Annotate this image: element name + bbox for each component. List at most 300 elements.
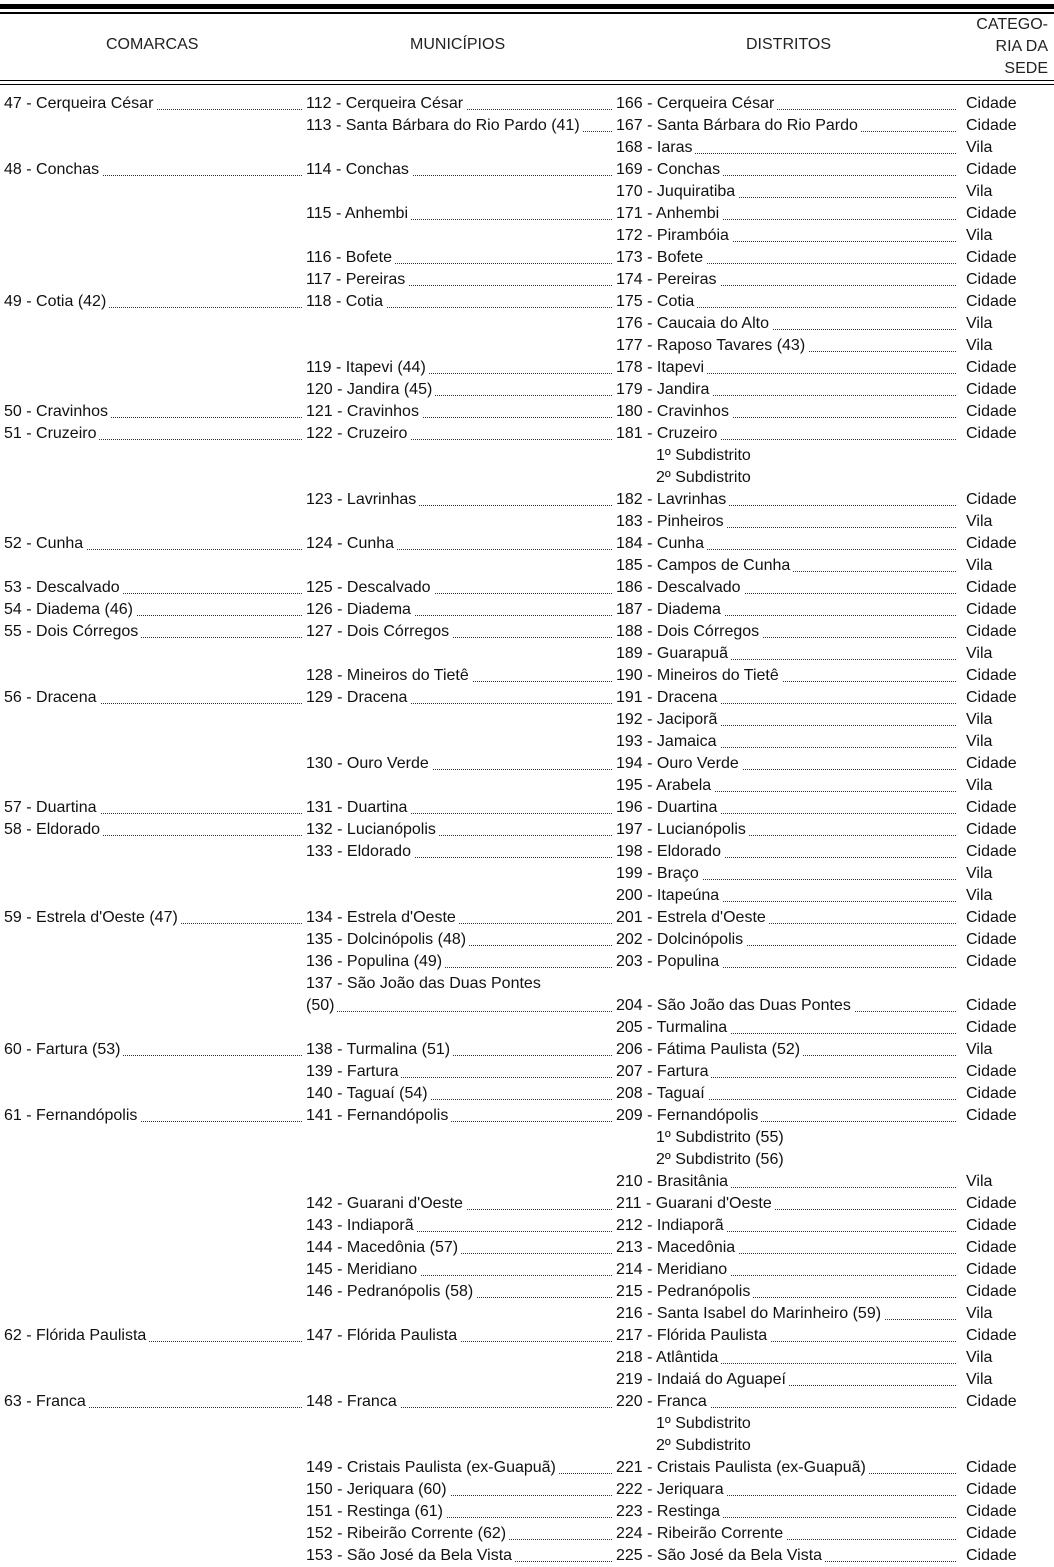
categoria-cell <box>966 797 1046 819</box>
categoria-cell-text: Cidade <box>966 359 1020 376</box>
distrito-cell <box>616 1127 956 1149</box>
categoria-cell <box>966 731 1046 753</box>
municipio-cell <box>306 489 612 511</box>
municipio-cell <box>306 379 612 401</box>
comarca-cell <box>4 1369 302 1391</box>
distrito-cell-text: 199 - Braço <box>616 865 702 882</box>
categoria-cell-text: Vila <box>966 337 995 354</box>
categoria-cell <box>966 357 1046 379</box>
distrito-cell-text: 166 - Cerqueira César <box>616 95 777 112</box>
comarca-cell-text: 50 - Cravinhos <box>4 403 111 420</box>
distrito-cell <box>616 533 956 555</box>
distrito-cell <box>616 951 956 973</box>
distrito-cell <box>616 995 956 1017</box>
table-row <box>0 907 1054 929</box>
comarca-cell <box>4 1435 302 1457</box>
comarca-cell <box>4 555 302 577</box>
comarca-cell <box>4 379 302 401</box>
distrito-cell <box>616 489 956 511</box>
comarca-cell <box>4 1127 302 1149</box>
distrito-cell <box>616 291 956 313</box>
table-row <box>0 203 1054 225</box>
distrito-cell-text: 169 - Conchas <box>616 161 723 178</box>
comarca-cell <box>4 1105 302 1127</box>
comarca-cell <box>4 423 302 445</box>
comarca-cell <box>4 401 302 423</box>
distrito-cell-text: 1º Subdistrito <box>616 447 754 464</box>
distrito-cell-text: 204 - São João das Duas Pontes <box>616 997 854 1014</box>
categoria-cell <box>966 1479 1046 1501</box>
comarca-cell-text: 57 - Duartina <box>4 799 100 816</box>
comarca-cell-text: 51 - Cruzeiro <box>4 425 99 442</box>
header-categoria-line2: RIA DA <box>995 38 1048 55</box>
categoria-cell-text: Vila <box>966 513 995 530</box>
municipio-cell <box>306 1523 612 1545</box>
municipio-cell <box>306 1501 612 1523</box>
municipio-cell-text: 150 - Jeriquara (60) <box>306 1481 450 1498</box>
categoria-cell <box>966 621 1046 643</box>
distrito-cell-text: 212 - Indiaporã <box>616 1217 727 1234</box>
municipio-cell-text: 131 - Duartina <box>306 799 410 816</box>
comarca-cell <box>4 1237 302 1259</box>
municipio-cell <box>306 1171 612 1193</box>
table-row <box>0 511 1054 533</box>
distrito-cell <box>616 555 956 577</box>
table-body <box>0 93 1054 1567</box>
categoria-cell-text: Vila <box>966 183 995 200</box>
municipio-cell <box>306 621 612 643</box>
municipio-cell-text: 113 - Santa Bárbara do Rio Pardo (41) <box>306 117 583 134</box>
municipio-cell <box>306 1259 612 1281</box>
distrito-cell <box>616 1545 956 1567</box>
distrito-cell <box>616 203 956 225</box>
categoria-cell <box>966 599 1046 621</box>
distrito-cell <box>616 687 956 709</box>
distrito-cell <box>616 1171 956 1193</box>
table-row <box>0 1501 1054 1523</box>
categoria-cell <box>966 1369 1046 1391</box>
municipio-cell-text: 137 - São João das Duas Pontes <box>306 975 544 992</box>
municipio-cell <box>306 555 612 577</box>
comarca-cell <box>4 533 302 555</box>
comarca-cell <box>4 1303 302 1325</box>
municipio-cell <box>306 1281 612 1303</box>
distrito-cell <box>616 1083 956 1105</box>
distrito-cell <box>616 929 956 951</box>
categoria-cell <box>966 313 1046 335</box>
categoria-cell-text: Vila <box>966 139 995 156</box>
distrito-cell <box>616 1325 956 1347</box>
municipio-cell <box>306 203 612 225</box>
distrito-cell <box>616 401 956 423</box>
comarca-cell <box>4 643 302 665</box>
distrito-cell-text: 214 - Meridiano <box>616 1261 730 1278</box>
municipio-cell <box>306 511 612 533</box>
distrito-cell-text: 171 - Anhembi <box>616 205 722 222</box>
distrito-cell-text: 219 - Indaiá do Aguapeí <box>616 1371 789 1388</box>
comarca-cell <box>4 819 302 841</box>
categoria-cell <box>966 1413 1046 1435</box>
municipio-cell-text: 144 - Macedônia (57) <box>306 1239 461 1256</box>
comarca-cell <box>4 1523 302 1545</box>
distrito-cell <box>616 1281 956 1303</box>
distrito-cell-text: 175 - Cotia <box>616 293 697 310</box>
distrito-cell <box>616 511 956 533</box>
table-row <box>0 709 1054 731</box>
categoria-cell <box>966 159 1046 181</box>
categoria-cell-text: Cidade <box>966 1459 1020 1476</box>
comarca-cell <box>4 1347 302 1369</box>
municipio-cell-text: 121 - Cravinhos <box>306 403 422 420</box>
categoria-cell <box>966 379 1046 401</box>
categoria-cell <box>966 1193 1046 1215</box>
table-row <box>0 1127 1054 1149</box>
categoria-cell <box>966 1171 1046 1193</box>
municipio-cell <box>306 1347 612 1369</box>
distrito-cell <box>616 1457 956 1479</box>
distrito-cell-text: 172 - Pirambóia <box>616 227 732 244</box>
table-row <box>0 1479 1054 1501</box>
categoria-cell <box>966 1039 1046 1061</box>
distrito-cell <box>616 379 956 401</box>
categoria-cell-text: Cidade <box>966 689 1020 706</box>
comarca-cell <box>4 951 302 973</box>
table-row <box>0 489 1054 511</box>
categoria-cell-text: Cidade <box>966 1261 1020 1278</box>
distrito-cell-text: 222 - Jeriquara <box>616 1481 727 1498</box>
municipio-cell-text: 138 - Turmalina (51) <box>306 1041 453 1058</box>
categoria-cell-text: Cidade <box>966 403 1020 420</box>
distrito-cell <box>616 137 956 159</box>
categoria-cell <box>966 841 1046 863</box>
comarca-cell-text: 58 - Eldorado <box>4 821 103 838</box>
comarca-cell <box>4 599 302 621</box>
header-distritos: DISTRITOS <box>746 36 832 53</box>
table-row <box>0 1259 1054 1281</box>
municipio-cell <box>306 951 612 973</box>
distrito-cell-text: 185 - Campos de Cunha <box>616 557 793 574</box>
municipio-cell <box>306 665 612 687</box>
distrito-cell <box>616 577 956 599</box>
municipio-cell-text: 143 - Indiaporã <box>306 1217 417 1234</box>
dot-leader <box>306 1011 612 1012</box>
table-row <box>0 137 1054 159</box>
comarca-cell-text: 62 - Flórida Paulista <box>4 1327 149 1344</box>
comarca-cell <box>4 159 302 181</box>
municipio-cell-text: (50) <box>306 997 337 1014</box>
comarca-cell <box>4 1171 302 1193</box>
categoria-cell-text: Cidade <box>966 271 1020 288</box>
categoria-cell-text: Cidade <box>966 1063 1020 1080</box>
table-row <box>0 819 1054 841</box>
table-row <box>0 1061 1054 1083</box>
distrito-cell <box>616 1479 956 1501</box>
distrito-cell <box>616 1105 956 1127</box>
municipio-cell-text: 140 - Taguaí (54) <box>306 1085 431 1102</box>
categoria-cell <box>966 1457 1046 1479</box>
distrito-cell-text: 206 - Fátima Paulista (52) <box>616 1041 803 1058</box>
categoria-cell-text: Vila <box>966 645 995 662</box>
distrito-cell-text: 190 - Mineiros do Tietê <box>616 667 782 684</box>
comarca-cell <box>4 907 302 929</box>
categoria-cell <box>966 1347 1046 1369</box>
comarca-cell-text: 60 - Fartura (53) <box>4 1041 123 1058</box>
municipio-cell <box>306 731 612 753</box>
table-row <box>0 445 1054 467</box>
municipio-cell-text: 112 - Cerqueira César <box>306 95 466 112</box>
comarca-cell <box>4 181 302 203</box>
categoria-cell-text: Vila <box>966 711 995 728</box>
distrito-cell-text: 203 - Populina <box>616 953 722 970</box>
categoria-cell-text: Cidade <box>966 1195 1020 1212</box>
municipio-cell <box>306 995 612 1017</box>
header-rule-2 <box>0 84 1054 85</box>
table-row <box>0 93 1054 115</box>
distrito-cell-text: 224 - Ribeirão Corrente <box>616 1525 786 1542</box>
distrito-cell-text: 178 - Itapevi <box>616 359 707 376</box>
header-categoria-line1: CATEGO- <box>976 16 1048 33</box>
categoria-cell-text: Vila <box>966 777 995 794</box>
categoria-cell-text: Vila <box>966 887 995 904</box>
table-row <box>0 665 1054 687</box>
comarca-cell <box>4 1325 302 1347</box>
categoria-cell <box>966 929 1046 951</box>
header-rule <box>0 80 1054 81</box>
municipio-cell <box>306 885 612 907</box>
distrito-cell <box>616 973 956 995</box>
comarca-cell <box>4 313 302 335</box>
municipio-cell <box>306 335 612 357</box>
table-row <box>0 687 1054 709</box>
categoria-cell-text: Cidade <box>966 821 1020 838</box>
table-row <box>0 1369 1054 1391</box>
comarca-cell <box>4 291 302 313</box>
comarca-cell <box>4 995 302 1017</box>
distrito-cell-text: 193 - Jamaica <box>616 733 720 750</box>
categoria-cell-text: Cidade <box>966 667 1020 684</box>
comarca-cell-text: 52 - Cunha <box>4 535 86 552</box>
distrito-cell-text: 225 - São José da Bela Vista <box>616 1547 825 1564</box>
municipio-cell <box>306 863 612 885</box>
table-row <box>0 775 1054 797</box>
comarca-cell-text: 63 - Franca <box>4 1393 89 1410</box>
top-rule-thin <box>0 12 1054 14</box>
distrito-cell-text: 195 - Arabela <box>616 777 714 794</box>
categoria-cell <box>966 709 1046 731</box>
municipio-cell <box>306 1083 612 1105</box>
distrito-cell <box>616 1061 956 1083</box>
comarca-cell <box>4 357 302 379</box>
municipio-cell-text: 134 - Estrela d'Oeste <box>306 909 459 926</box>
table-row <box>0 423 1054 445</box>
table-row <box>0 1171 1054 1193</box>
categoria-cell-text: Cidade <box>966 1107 1020 1124</box>
municipio-cell <box>306 467 612 489</box>
distrito-cell-text: 177 - Raposo Tavares (43) <box>616 337 808 354</box>
categoria-cell <box>966 247 1046 269</box>
table-row <box>0 753 1054 775</box>
comarca-cell-text: 61 - Fernandópolis <box>4 1107 140 1124</box>
municipio-cell <box>306 181 612 203</box>
comarca-cell <box>4 665 302 687</box>
municipio-cell-text: 151 - Restinga (61) <box>306 1503 446 1520</box>
distrito-cell <box>616 731 956 753</box>
comarca-cell <box>4 885 302 907</box>
categoria-cell-text: Cidade <box>966 535 1020 552</box>
categoria-cell <box>966 885 1046 907</box>
table-row <box>0 929 1054 951</box>
distrito-cell-text: 1º Subdistrito (55) <box>616 1129 787 1146</box>
table-row <box>0 159 1054 181</box>
comarca-cell <box>4 335 302 357</box>
table-row <box>0 335 1054 357</box>
municipio-cell-text: 139 - Fartura <box>306 1063 401 1080</box>
distrito-cell-text: 201 - Estrela d'Oeste <box>616 909 769 926</box>
distrito-cell <box>616 1259 956 1281</box>
comarca-cell-text: 59 - Estrela d'Oeste (47) <box>4 909 181 926</box>
categoria-cell-text: Vila <box>966 557 995 574</box>
municipio-cell-text: 136 - Populina (49) <box>306 953 445 970</box>
municipio-cell <box>306 1325 612 1347</box>
municipio-cell <box>306 445 612 467</box>
distrito-cell <box>616 1149 956 1171</box>
municipio-cell <box>306 1149 612 1171</box>
table-row <box>0 1215 1054 1237</box>
distrito-cell-text: 220 - Franca <box>616 1393 710 1410</box>
distrito-cell-text: 170 - Juquiratiba <box>616 183 738 200</box>
table-row <box>0 467 1054 489</box>
distrito-cell <box>616 1435 956 1457</box>
distrito-cell-text: 186 - Descalvado <box>616 579 744 596</box>
table-row <box>0 1391 1054 1413</box>
distrito-cell-text: 211 - Guarani d'Oeste <box>616 1195 775 1212</box>
municipio-cell <box>306 841 612 863</box>
comarca-cell <box>4 1061 302 1083</box>
categoria-cell <box>966 203 1046 225</box>
categoria-cell <box>966 1017 1046 1039</box>
municipio-cell <box>306 1391 612 1413</box>
categoria-cell <box>966 1303 1046 1325</box>
municipio-cell-text: 122 - Cruzeiro <box>306 425 410 442</box>
categoria-cell-text: Cidade <box>966 997 1020 1014</box>
comarca-cell-text: 53 - Descalvado <box>4 579 123 596</box>
municipio-cell <box>306 357 612 379</box>
distrito-cell <box>616 1303 956 1325</box>
table-row <box>0 863 1054 885</box>
categoria-cell <box>966 643 1046 665</box>
table-row <box>0 357 1054 379</box>
table-row <box>0 533 1054 555</box>
distrito-cell-text: 181 - Cruzeiro <box>616 425 720 442</box>
distrito-cell-text: 200 - Itapeúna <box>616 887 722 904</box>
categoria-cell <box>966 1545 1046 1567</box>
table-row <box>0 1017 1054 1039</box>
municipio-cell-text: 147 - Flórida Paulista <box>306 1327 460 1344</box>
categoria-cell-text: Vila <box>966 1041 995 1058</box>
municipio-cell <box>306 973 612 995</box>
table-row <box>0 1457 1054 1479</box>
comarca-cell <box>4 1391 302 1413</box>
table-row <box>0 269 1054 291</box>
distrito-cell-text: 196 - Duartina <box>616 799 720 816</box>
table-row <box>0 291 1054 313</box>
categoria-cell-text: Cidade <box>966 381 1020 398</box>
municipio-cell <box>306 1237 612 1259</box>
categoria-cell-text: Cidade <box>966 953 1020 970</box>
municipio-cell <box>306 1193 612 1215</box>
municipio-cell <box>306 1479 612 1501</box>
table-row <box>0 1325 1054 1347</box>
categoria-cell-text: Cidade <box>966 1217 1020 1234</box>
categoria-cell-text: Vila <box>966 1349 995 1366</box>
municipio-cell <box>306 1545 612 1567</box>
categoria-cell <box>966 951 1046 973</box>
municipio-cell-text: 132 - Lucianópolis <box>306 821 439 838</box>
categoria-cell-text: Cidade <box>966 117 1020 134</box>
table-row <box>0 1193 1054 1215</box>
distrito-cell <box>616 709 956 731</box>
categoria-cell <box>966 225 1046 247</box>
municipio-cell-text: 128 - Mineiros do Tietê <box>306 667 472 684</box>
municipio-cell <box>306 643 612 665</box>
table-row <box>0 313 1054 335</box>
categoria-cell-text: Vila <box>966 315 995 332</box>
categoria-cell <box>966 753 1046 775</box>
distrito-cell-text: 213 - Macedônia <box>616 1239 738 1256</box>
distrito-cell <box>616 1039 956 1061</box>
comarca-cell <box>4 511 302 533</box>
comarca-cell-text: 56 - Dracena <box>4 689 100 706</box>
distrito-cell <box>616 269 956 291</box>
categoria-cell-text: Vila <box>966 1305 995 1322</box>
distrito-cell-text: 167 - Santa Bárbara do Rio Pardo <box>616 117 861 134</box>
categoria-cell-text: Cidade <box>966 249 1020 266</box>
distrito-cell-text: 2º Subdistrito <box>616 1437 754 1454</box>
distrito-cell <box>616 665 956 687</box>
categoria-cell-text: Cidade <box>966 205 1020 222</box>
municipio-cell <box>306 313 612 335</box>
table-row <box>0 599 1054 621</box>
municipio-cell <box>306 753 612 775</box>
categoria-cell <box>966 775 1046 797</box>
distrito-cell <box>616 1369 956 1391</box>
distrito-cell <box>616 445 956 467</box>
comarca-cell <box>4 1479 302 1501</box>
comarca-cell <box>4 1501 302 1523</box>
comarca-cell <box>4 753 302 775</box>
municipio-cell-text: 124 - Cunha <box>306 535 397 552</box>
distrito-cell <box>616 599 956 621</box>
comarca-cell <box>4 1193 302 1215</box>
categoria-cell-text: Cidade <box>966 491 1020 508</box>
categoria-cell <box>966 1149 1046 1171</box>
municipio-cell <box>306 1413 612 1435</box>
categoria-cell-text: Cidade <box>966 1547 1020 1564</box>
categoria-cell <box>966 335 1046 357</box>
municipio-cell-text: 123 - Lavrinhas <box>306 491 419 508</box>
distrito-cell-text: 168 - Iaras <box>616 139 695 156</box>
municipio-cell-text: 119 - Itapevi (44) <box>306 359 429 376</box>
categoria-cell <box>966 819 1046 841</box>
distrito-cell <box>616 621 956 643</box>
categoria-cell-text: Cidade <box>966 909 1020 926</box>
distrito-cell <box>616 907 956 929</box>
comarca-cell <box>4 115 302 137</box>
table-row <box>0 577 1054 599</box>
categoria-cell <box>966 1391 1046 1413</box>
table-row <box>0 181 1054 203</box>
municipio-cell <box>306 1039 612 1061</box>
